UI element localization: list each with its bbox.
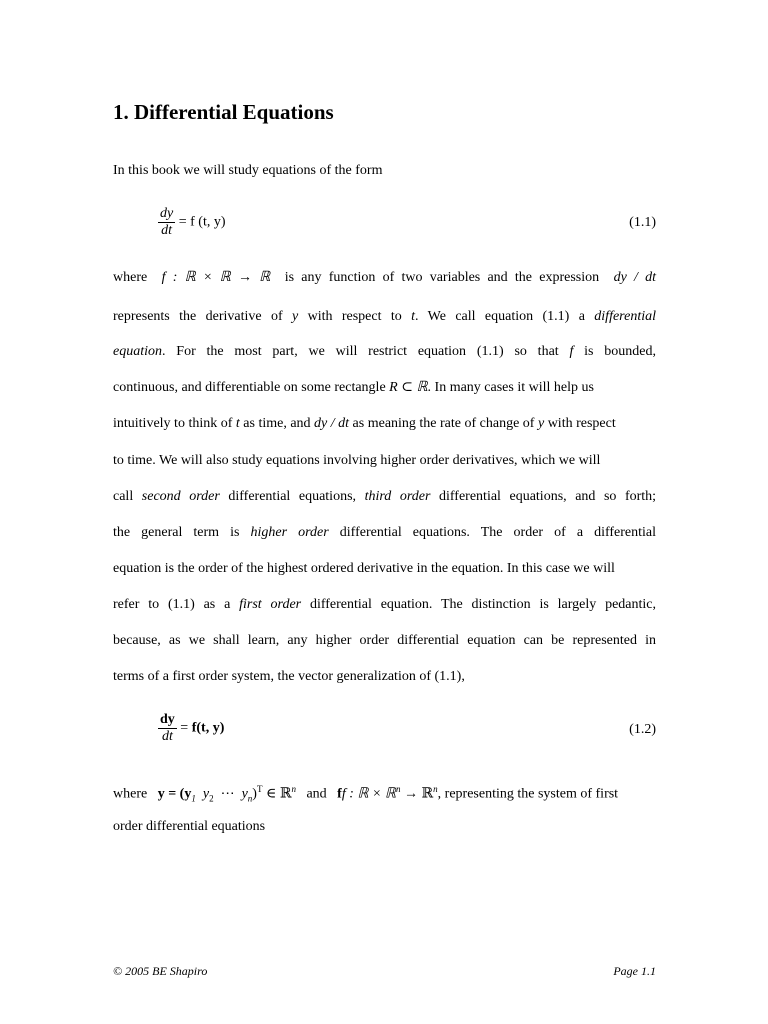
para1-line-11: because, as we shall learn, any higher order differential equation can be represented in bbox=[113, 633, 656, 648]
equation-label-1-2: (1.2) bbox=[629, 722, 656, 737]
para1-line-8: the general term is higher order differential equations. The order of a differential bbox=[113, 525, 657, 540]
intro-text: In this book we will study equations of the form bbox=[113, 163, 383, 178]
footer-copyright: © 2005 BE Shapiro bbox=[113, 964, 208, 978]
para1-line-5: intuitively to think of t as time, and dy / dt as meaning the rate of change of y with respect bbox=[113, 416, 616, 431]
para1-line-9: equation is the order of the highest ordered derivative in the equation. In this case we will bbox=[113, 561, 615, 576]
para1-line-2: represents the derivative of y with respect to t. We call equation (1.1) a differential bbox=[113, 309, 656, 324]
para1-line-12: terms of a first order system, the vector generalization of (1.1), bbox=[113, 669, 465, 684]
para1-line-10: refer to (1.1) as a first order differential equation. The distinction is largely pedantic, bbox=[113, 597, 657, 612]
equation-1-1 bbox=[158, 206, 226, 239]
equation-rhs-vector: f(t, y) bbox=[191, 720, 225, 736]
para2-line-1: where $y = (y_1$ $y_2$ ⋯ $y_n)^T$ ∈ ℝ$^n$ and ff : ℝ × ℝ$^n$ → ℝ$^n$, representing the system of first bbox=[113, 784, 619, 804]
equation-rhs: = f (t, y) bbox=[178, 214, 226, 230]
para2-line-2: order differential equations bbox=[113, 819, 266, 834]
para1-line-1: where f : ℝ × ℝ → ℝ is any function of two variables and the expression dy / dt bbox=[113, 270, 657, 285]
equation-1-2: $\frac{dy}{dt}$ = f(t, y) bbox=[160, 712, 225, 744]
para1-line-6: to time. We will also study equations involving higher order derivatives, which we will bbox=[113, 453, 601, 468]
equation-label-1-1: (1.1) bbox=[629, 215, 656, 230]
fraction-dy-dt: $\frac{dy}{dt}$ bbox=[160, 206, 174, 238]
para1-line-7: call second order differential equations, third order differential equations, and so forth; bbox=[113, 489, 657, 504]
para1-line-3: equation. For the most part, we will restrict equation (1.1) so that f is bounded, bbox=[113, 344, 656, 359]
para1-line-4: continuous, and differentiable on some rectangle R ⊂ ℝ. In many cases it will help us bbox=[113, 380, 594, 395]
chapter-heading: 1. Differential Equations bbox=[113, 100, 334, 124]
footer-page-number: Page 1.1 bbox=[613, 964, 656, 978]
fraction-dy-dt-vector: $\frac{dy}{dt}$ bbox=[160, 712, 175, 744]
